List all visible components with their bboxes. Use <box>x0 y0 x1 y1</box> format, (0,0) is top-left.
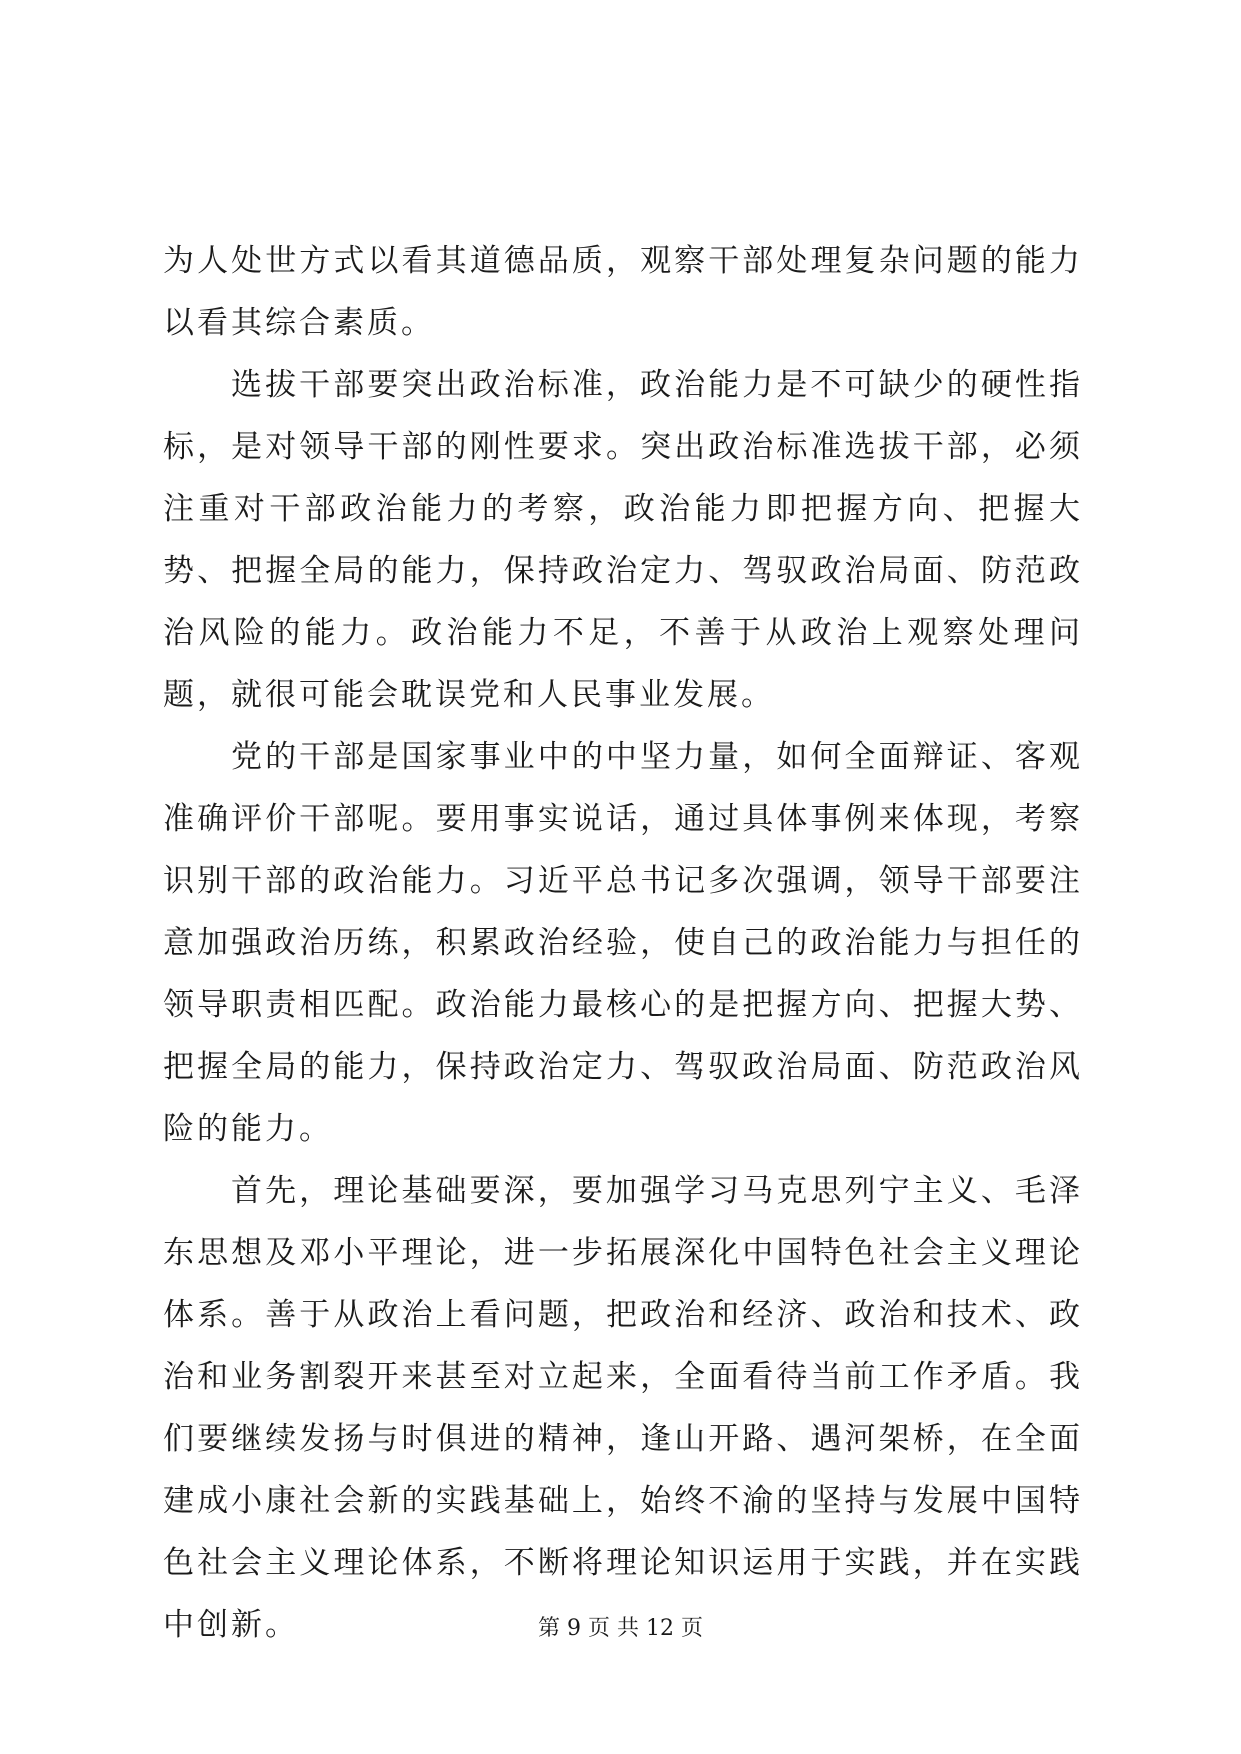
paragraph-4: 首先，理论基础要深，要加强学习马克思列宁主义、毛泽东思想及邓小平理论，进一步拓展深化中国特色社会主义理论体系。善于从政治上看问题，把政治和经济、政治和技术、政治和业务割裂开来甚至对立起来，全面看待当前工作矛盾。我们要继续发扬与时俱进的精神，逢山开路、遇河架桥，在全面建成小康社会新的实践基础上，始终不渝的坚持与发展中国特色社会主义理论体系，不断将理论知识运用于实践，并在实践中创新。 <box>163 1173 1083 1643</box>
paragraph-2: 选拔干部要突出政治标准，政治能力是不可缺少的硬性指标，是对领导干部的刚性要求。突出政治标准选拔干部，必须注重对干部政治能力的考察，政治能力即把握方向、把握大势、把握全局的能力，保持政治定力、驾驭政治局面、防范政治风险的能力。政治能力不足，不善于从政治上观察处理问题，就很可能会耽误党和人民事业发展。 <box>163 367 1083 713</box>
paragraph-1: 为人处世方式以看其道德品质，观察干部处理复杂问题的能力以看其综合素质。 <box>163 243 1083 341</box>
page-number-footer: 第 9 页 共 12 页 <box>538 1616 703 1641</box>
document-body <box>163 230 1083 1656</box>
paragraph-3: 党的干部是国家事业中的中坚力量，如何全面辩证、客观准确评价干部呢。要用事实说话，通过具体事例来体现，考察识别干部的政治能力。习近平总书记多次强调，领导干部要注意加强政治历练，积累政治经验，使自己的政治能力与担任的领导职责相匹配。政治能力最核心的是把握方向、把握大势、把握全局的能力，保持政治定力、驾驭政治局面、防范政治风险的能力。 <box>163 739 1083 1147</box>
